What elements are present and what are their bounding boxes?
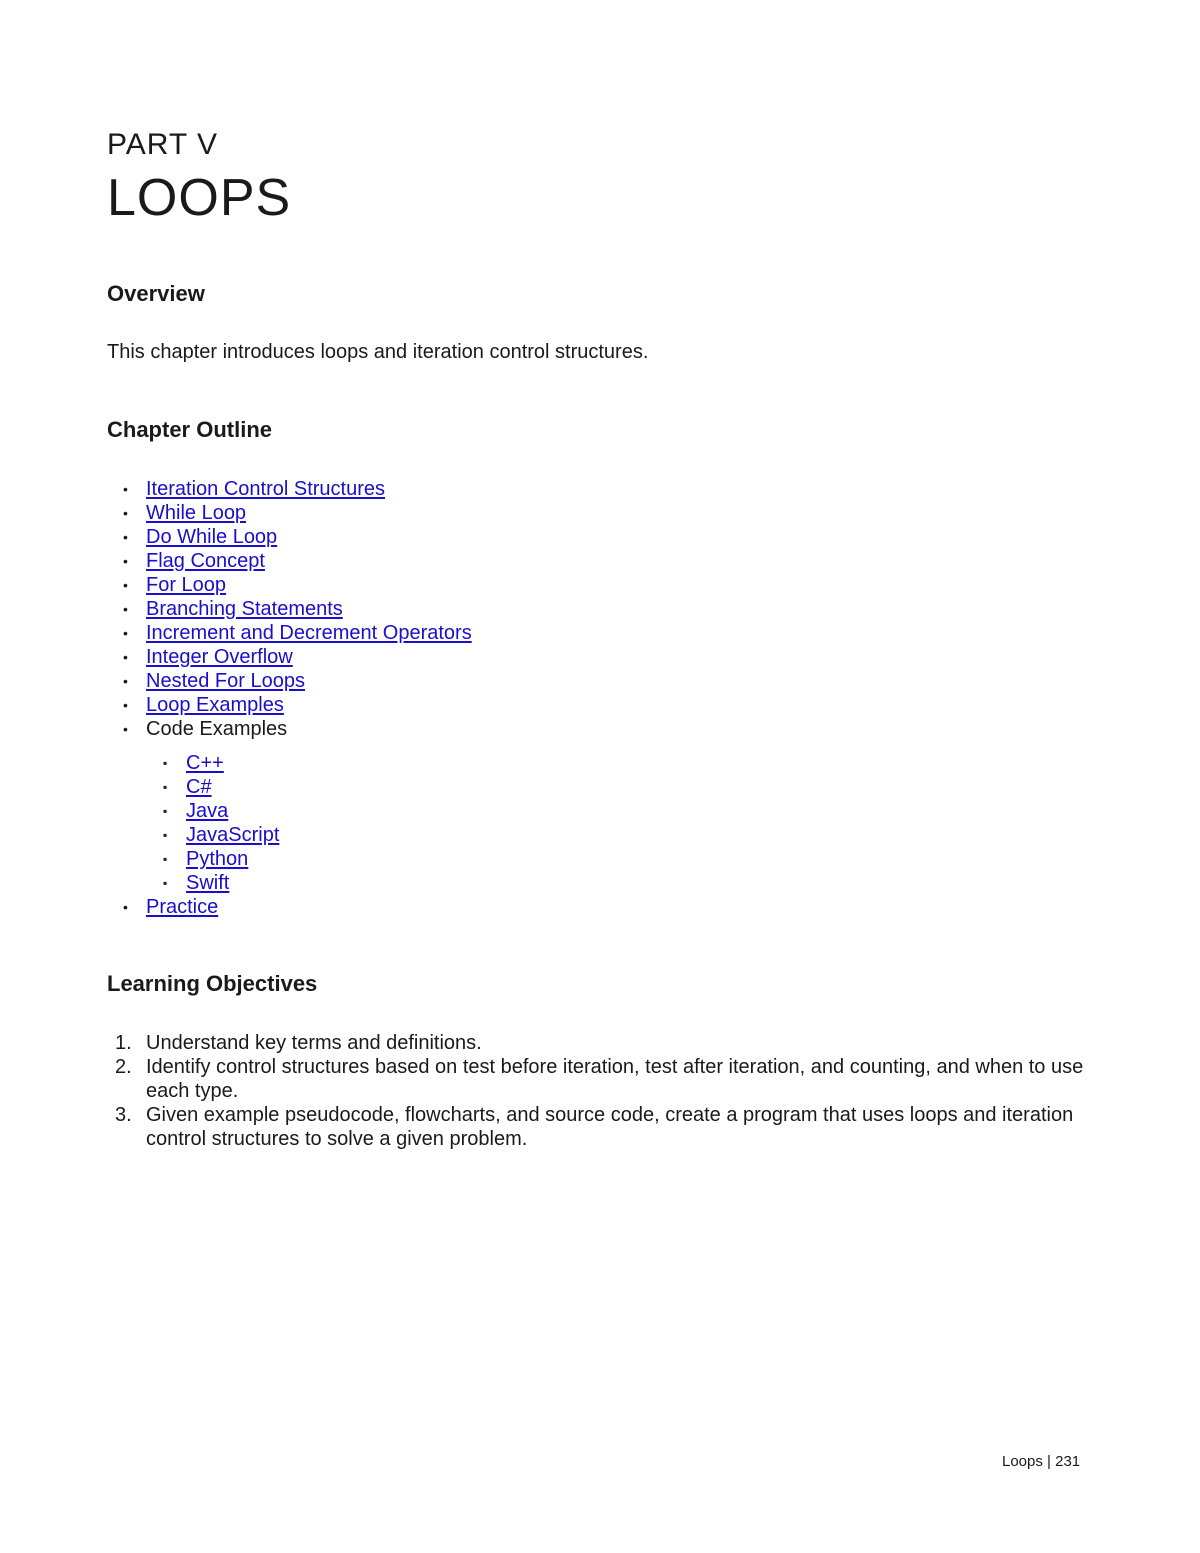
outline-link-practice[interactable]: Practice — [146, 896, 219, 918]
outline-link-flag-concept[interactable]: Flag Concept — [146, 550, 265, 572]
chapter-title: LOOPS — [107, 169, 292, 227]
learning-objectives-list — [107, 1031, 1097, 1151]
objective-text: Given example pseudocode, flowcharts, and source code, create a program that uses loops and iteration control structures to solve a given problem. — [146, 1104, 1074, 1150]
list-item — [107, 1031, 1097, 1055]
square-bullet-icon: ▪ — [163, 852, 168, 866]
objective-text: Identify control structures based on test before iteration, test after iteration, and counting, and when to use each type. — [146, 1056, 1084, 1102]
chapter-outline-heading: Chapter Outline — [107, 417, 273, 442]
bullet-icon: • — [123, 577, 128, 593]
outline-link-iteration-control-structures[interactable]: Iteration Control Structures — [146, 478, 385, 500]
list-item — [107, 669, 472, 693]
outline-link-increment-decrement-operators[interactable]: Increment and Decrement Operators — [146, 622, 472, 644]
square-bullet-icon: ▪ — [163, 828, 168, 842]
objective-text: Understand key terms and definitions. — [146, 1032, 482, 1054]
learning-objectives-heading: Learning Objectives — [107, 971, 318, 996]
outline-link-loop-examples[interactable]: Loop Examples — [146, 694, 284, 716]
code-examples-sublist-holder — [107, 751, 472, 895]
objective-number: 1. — [115, 1032, 132, 1054]
bullet-icon: • — [123, 899, 128, 915]
outline-link-branching-statements[interactable]: Branching Statements — [146, 598, 343, 620]
chapter-outline-list — [107, 477, 472, 919]
code-example-link-java[interactable]: Java — [186, 800, 229, 822]
list-item — [107, 501, 472, 525]
bullet-icon: • — [123, 649, 128, 665]
outline-link-while-loop[interactable]: While Loop — [146, 502, 247, 524]
list-item — [107, 823, 472, 847]
bullet-icon: • — [123, 529, 128, 545]
bullet-icon: • — [123, 601, 128, 617]
bullet-icon: • — [123, 505, 128, 521]
list-item — [107, 525, 472, 549]
code-example-link-csharp[interactable]: C# — [186, 776, 212, 798]
bullet-icon: • — [123, 673, 128, 689]
outline-link-for-loop[interactable]: For Loop — [146, 574, 227, 596]
list-item — [107, 693, 472, 717]
square-bullet-icon: ▪ — [163, 756, 168, 770]
overview-text: This chapter introduces loops and iteration control structures. — [107, 341, 649, 363]
overview-heading: Overview — [107, 281, 205, 306]
list-item — [107, 847, 472, 871]
square-bullet-icon: ▪ — [163, 876, 168, 890]
square-bullet-icon: ▪ — [163, 804, 168, 818]
list-item — [107, 775, 472, 799]
code-example-link-cpp[interactable]: C++ — [186, 752, 224, 774]
list-item — [107, 597, 472, 621]
list-item — [107, 549, 472, 573]
list-item — [107, 1055, 1097, 1103]
objective-number: 3. — [115, 1104, 132, 1126]
outline-code-examples-label: Code Examples — [146, 718, 288, 740]
objective-number: 2. — [115, 1056, 132, 1078]
code-example-link-python[interactable]: Python — [186, 848, 249, 870]
code-example-link-javascript[interactable]: JavaScript — [186, 824, 280, 846]
bullet-icon: • — [123, 625, 128, 641]
code-examples-sublist — [107, 751, 472, 895]
list-item — [107, 871, 472, 895]
list-item — [107, 1103, 1097, 1151]
list-item — [107, 751, 472, 775]
list-item — [107, 573, 472, 597]
list-item — [107, 799, 472, 823]
list-item — [107, 717, 472, 741]
outline-link-do-while-loop[interactable]: Do While Loop — [146, 526, 278, 548]
square-bullet-icon: ▪ — [163, 780, 168, 794]
list-item — [107, 621, 472, 645]
list-item — [107, 645, 472, 669]
outline-link-nested-for-loops[interactable]: Nested For Loops — [146, 670, 305, 692]
page-footer: Loops | 231 — [1002, 1453, 1081, 1470]
bullet-icon: • — [123, 721, 128, 737]
code-example-link-swift[interactable]: Swift — [186, 872, 230, 894]
bullet-icon: • — [123, 697, 128, 713]
list-item — [107, 477, 472, 501]
bullet-icon: • — [123, 553, 128, 569]
bullet-icon: • — [123, 481, 128, 497]
outline-link-integer-overflow[interactable]: Integer Overflow — [146, 646, 293, 668]
part-label: PART V — [107, 128, 219, 161]
list-item — [107, 895, 472, 919]
